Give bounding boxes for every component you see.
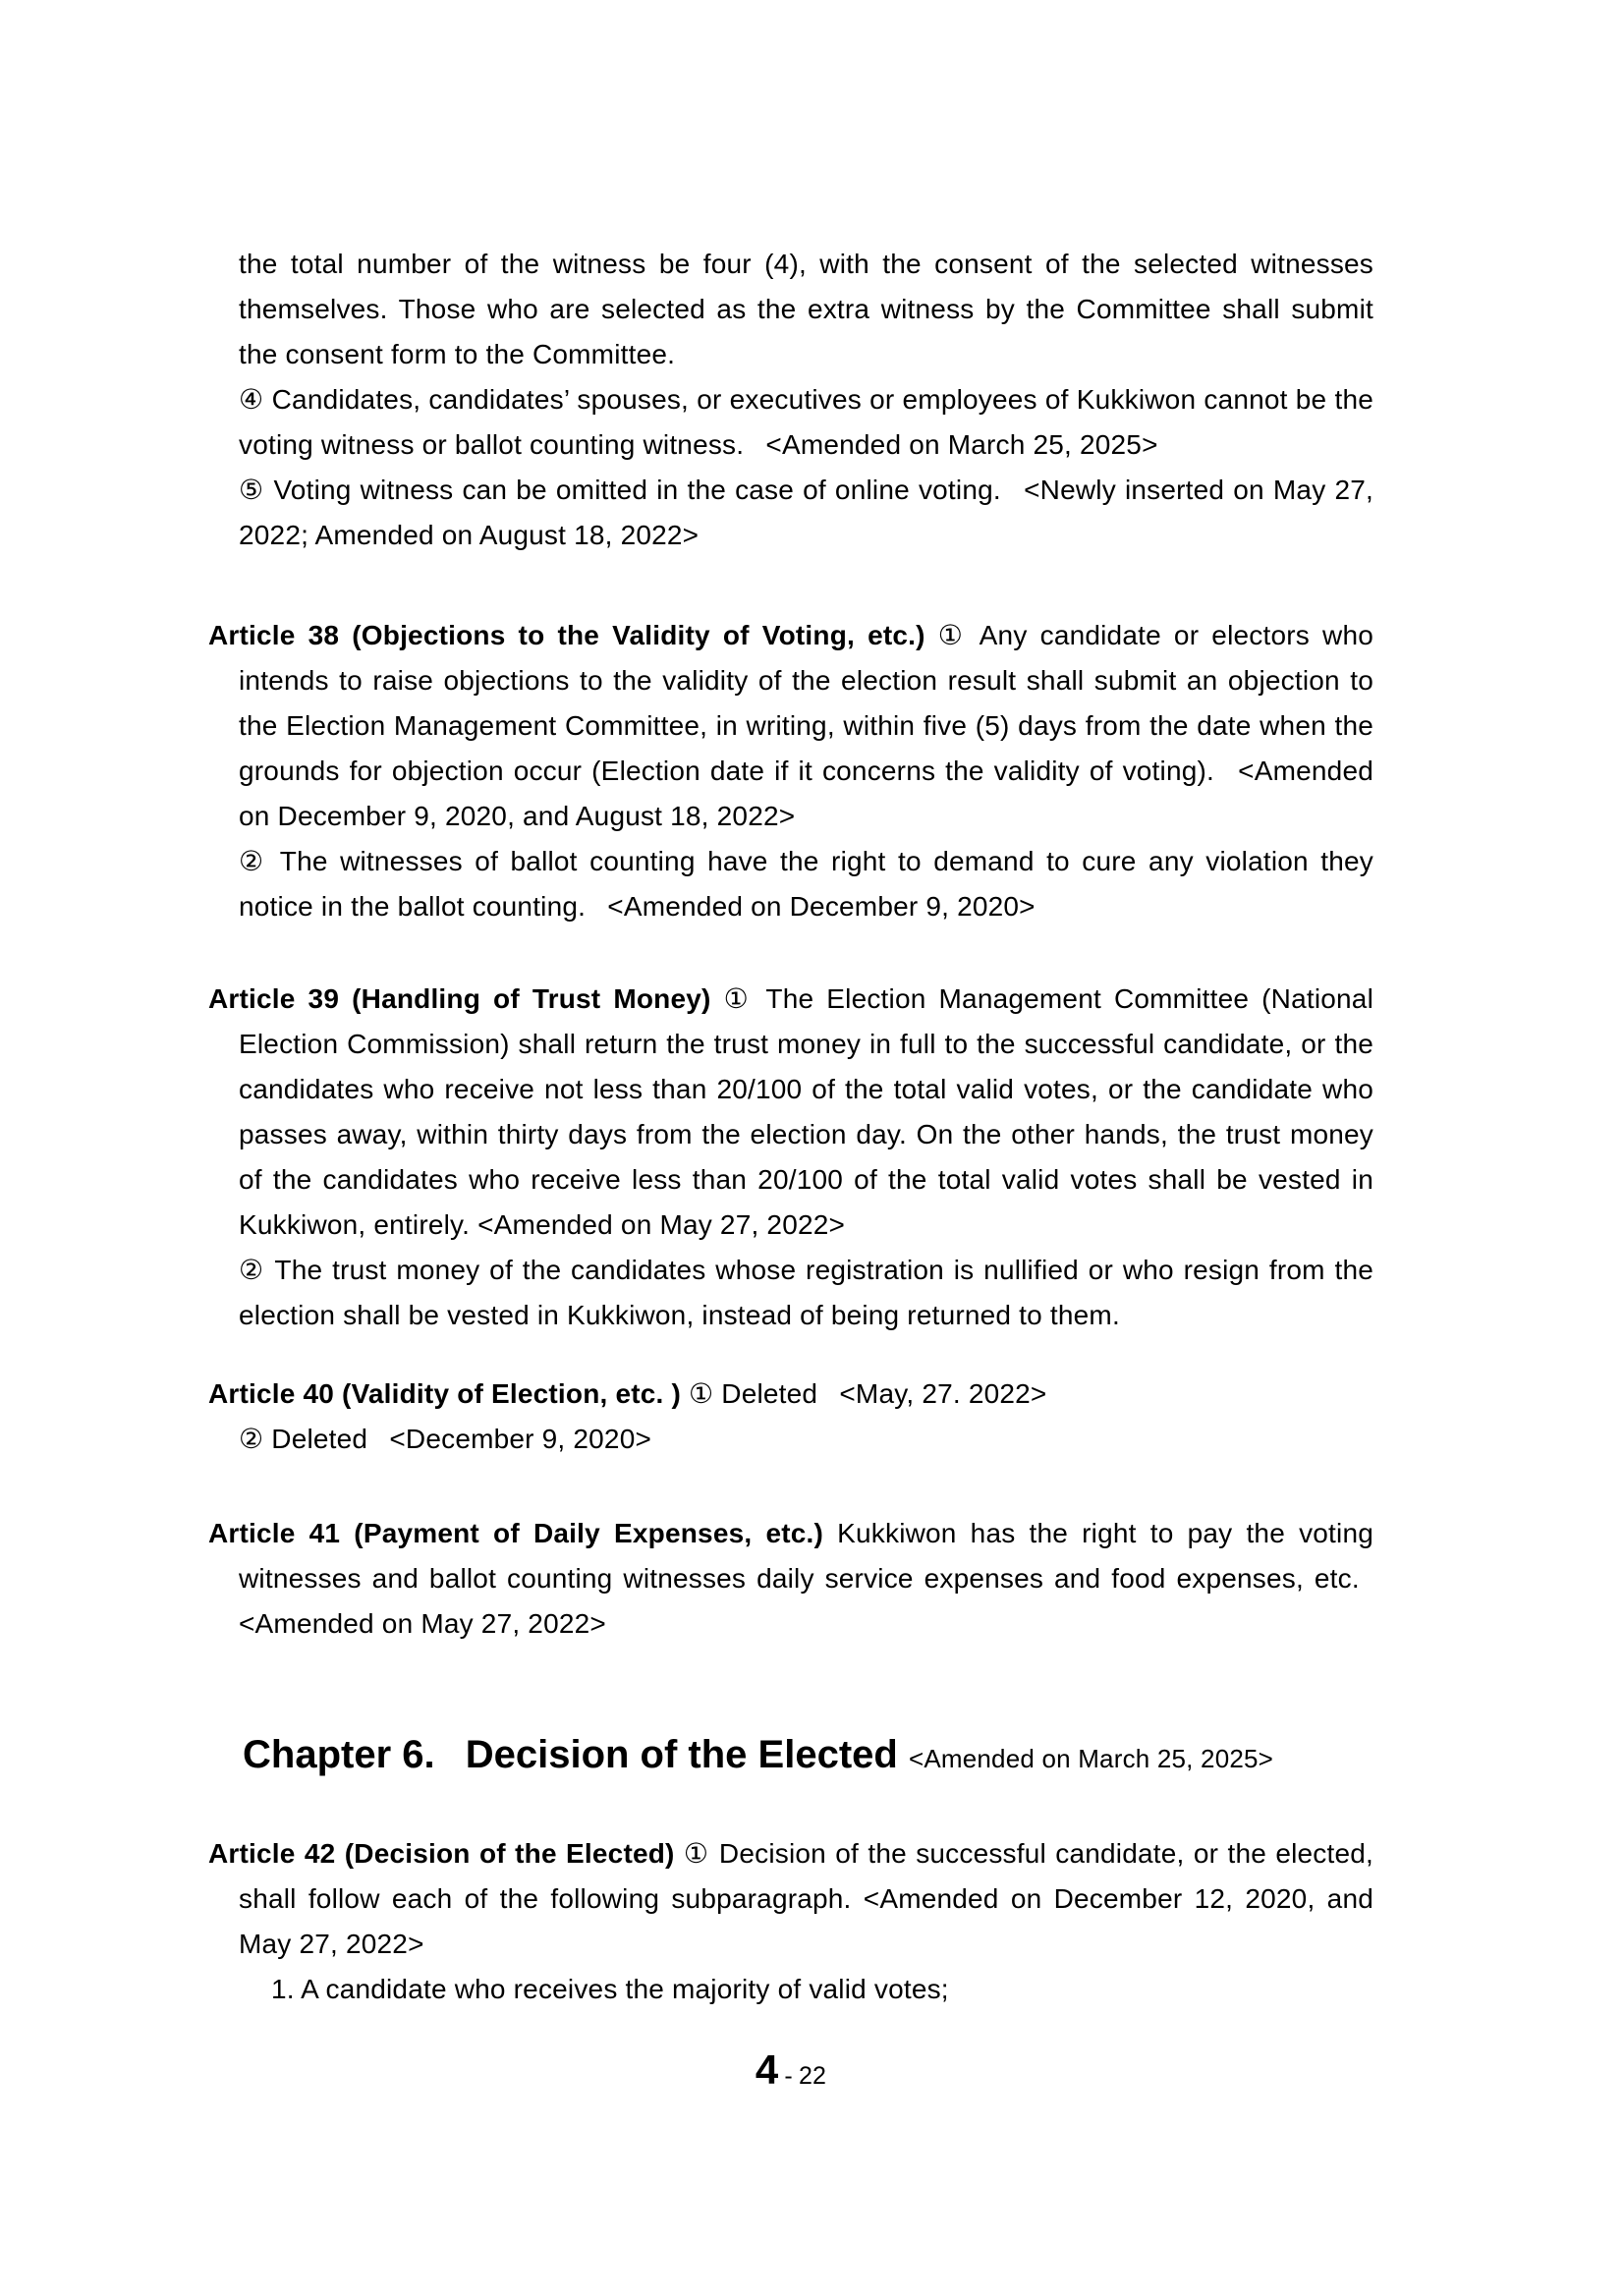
page-total: 22 [798, 2062, 827, 2090]
document-content [208, 242, 1373, 2100]
article-41 [208, 1511, 1373, 1647]
article-42-body: ① Decision of the successful candidate, or the elected, shall follow each of the following subparagraph. <Amended on December 12, 2020, and May 27, 2022> [239, 1838, 1373, 1959]
page-number-separator: - [784, 2062, 793, 2090]
article-39 [208, 977, 1373, 1248]
article-38-item-circled-2: ② The witnesses of ballot counting have the right to demand to cure any violation they notice in the ballot counting. <Amended on December 9, 2020> [239, 846, 1373, 922]
article-40-heading: Article 40 (Validity of Election, etc. ) [208, 1378, 682, 1409]
paragraph-item-circled-4: ④ Candidates, candidates’ spouses, or executives or employees of Kukkiwon cannot be the voting witness or ballot counting witness. <Amended on March 25, 2025> [239, 384, 1373, 460]
chapter-6-title: Chapter 6. Decision of the Elected [243, 1733, 898, 1776]
paragraph-intro: the total number of the witness be four (4), with the consent of the selected witnesses themselves. Those who are selected as the extra witness by the Committee shall submit the consent form to the Committee. [239, 249, 1373, 369]
chapter-6-amendment-note: <Amended on March 25, 2025> [908, 1744, 1274, 1773]
page-number: 4 [755, 2046, 779, 2093]
article-39-body: ① The Election Management Committee (National Election Commission) shall return the trust money in full to the successful candidate, or the candidates who receive not less than 20/100 of the total valid votes, or the candidate who passes away, within thirty days from the election day. On the other hands, the trust money of the candidates who receive less than 20/100 of the total valid votes shall be vested in Kukkiwon, entirely. <Amended on May 27, 2022> [239, 983, 1374, 1240]
page-footer [208, 2045, 1373, 2100]
article-38-heading: Article 38 (Objections to the Validity of Voting, etc.) [208, 620, 925, 650]
article-40-item-circled-2: ② Deleted <December 9, 2020> [239, 1424, 652, 1454]
article-38-body: ① Any candidate or electors who intends to raise objections to the validity of the election result shall submit an objection to the Election Management Committee, in writing, within five (5) days from the date when the grounds for objection occur (Election date if it concerns the validity of voting). <Amended on December 9, 2020, and August 18, 2022> [239, 620, 1374, 831]
article-42-subitem-1: 1. A candidate who receives the majority of valid votes; [271, 1974, 949, 2004]
article-41-heading: Article 41 (Payment of Daily Expenses, etc.) [208, 1518, 824, 1548]
article-42 [208, 1831, 1373, 1967]
article-39-item-circled-2: ② The trust money of the candidates whose registration is nullified or who resign from the election shall be vested in Kukkiwon, instead of being returned to them. [239, 1255, 1373, 1330]
paragraph-item-circled-5: ⑤ Voting witness can be omitted in the case of online voting. <Newly inserted on May 27, 2022; Amended on August 18, 2022> [239, 475, 1373, 550]
article-38 [208, 613, 1373, 839]
article-40-body: ① Deleted <May, 27. 2022> [689, 1378, 1047, 1409]
article-40 [208, 1372, 1373, 1417]
chapter-6-heading [243, 1725, 1373, 1788]
article-42-heading: Article 42 (Decision of the Elected) [208, 1838, 675, 1869]
article-39-heading: Article 39 (Handling of Trust Money) [208, 983, 711, 1014]
article-41-body: Kukkiwon has the right to pay the voting witnesses and ballot counting witnesses daily service expenses and food expenses, etc. <Amended on May 27, 2022> [239, 1518, 1373, 1639]
